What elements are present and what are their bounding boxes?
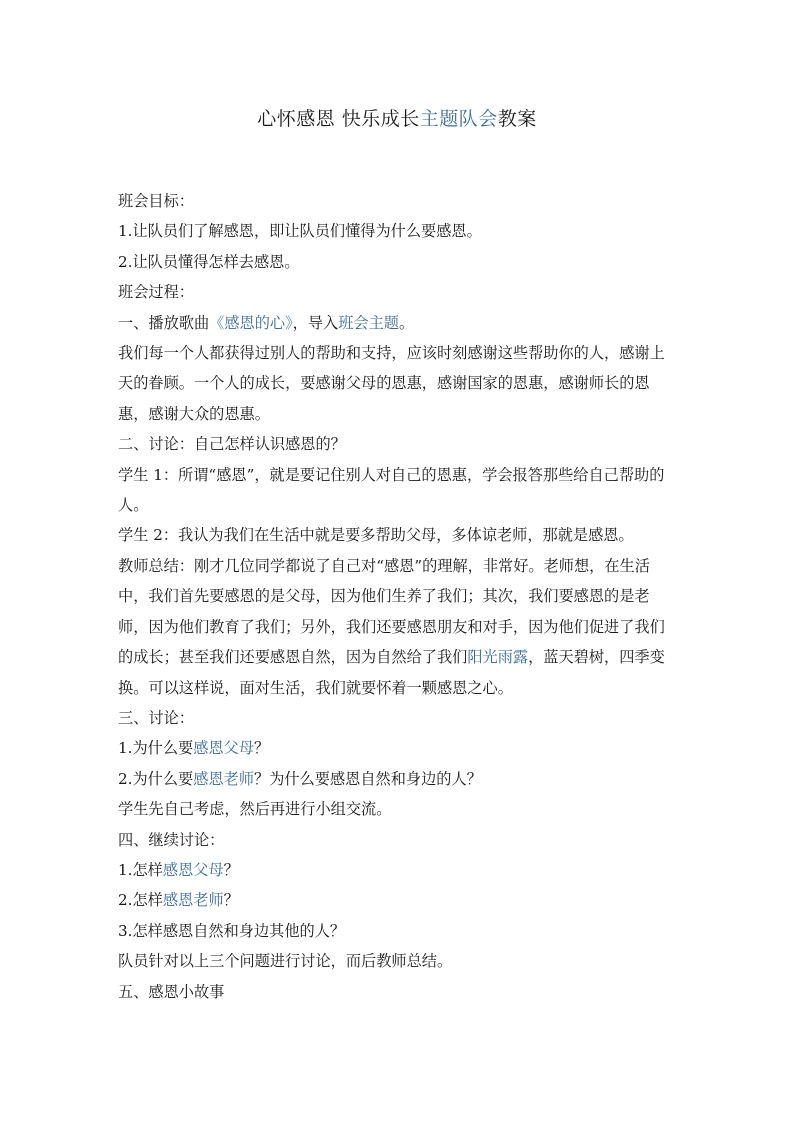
question-2 <box>118 764 678 794</box>
title-link-theme-meeting[interactable]: 主题队会 <box>419 108 498 130</box>
link-sunshine-rain[interactable]: 阳光雨露 <box>467 648 529 667</box>
link-thank-teachers[interactable]: 感恩老师 <box>193 769 254 788</box>
student-1-answer: 学生 1：所谓“感恩”，就是要记住别人对自己的恩惠，学会报答那些给自己帮助的人。 <box>118 465 665 515</box>
follow-up-1-text-2: ？ <box>223 860 239 879</box>
link-thank-parents[interactable]: 感恩父母 <box>193 739 254 758</box>
step-5: 五、感恩小故事 <box>118 982 225 1001</box>
follow-up-2-text: 2.怎样 <box>118 891 163 910</box>
heading-class-process: 班会过程： <box>118 283 194 302</box>
student-2-answer: 学生 2：我认为我们在生活中就是要多帮助父母，多体谅老师，那就是感恩。 <box>118 526 634 545</box>
group-discussion-note: 学生先自己考虑，然后再进行小组交流。 <box>118 800 392 819</box>
teacher-summary <box>118 551 678 703</box>
heading-class-goals: 班会目标： <box>118 192 194 210</box>
question-2-text-2: ？为什么要感恩自然和身边的人？ <box>254 769 482 788</box>
step-1-text-3: 。 <box>398 313 415 332</box>
document-body <box>118 186 678 1007</box>
discussion-summary-note: 队员针对以上三个问题进行讨论，而后教师总结。 <box>118 952 453 971</box>
follow-up-question-1 <box>118 855 678 885</box>
step-3: 三、讨论： <box>118 708 194 727</box>
follow-up-2-text-2: ？ <box>223 891 239 910</box>
goal-item-1: 1.让队员们了解感恩，即让队员们懂得为什么要感恩。 <box>118 222 482 241</box>
question-1-text-2: ？ <box>254 739 270 758</box>
title-main: 心怀感恩 快乐成长 <box>257 108 420 130</box>
step-2: 二、讨论：自己怎样认识感恩的？ <box>118 435 346 454</box>
link-song-title[interactable]: 《感恩的心》 <box>209 313 293 332</box>
link-class-theme[interactable]: 班会主题 <box>338 313 399 332</box>
follow-up-1-text: 1.怎样 <box>118 860 163 879</box>
question-2-text: 2.为什么要 <box>118 769 194 788</box>
page-title <box>0 104 794 131</box>
link-thank-teachers-2[interactable]: 感恩老师 <box>162 891 224 910</box>
step-4: 四、继续讨论： <box>118 830 225 849</box>
step-1 <box>118 308 678 338</box>
follow-up-question-2 <box>118 885 678 915</box>
step-1-text: 一、播放歌曲 <box>118 313 210 332</box>
question-1 <box>118 733 678 763</box>
link-thank-parents-2[interactable]: 感恩父母 <box>162 860 224 879</box>
teacher-summary-text-2: ，蓝天碧树，四季变换。可以这样说，面对生活，我们就要怀着一颗感恩之心。 <box>118 648 665 697</box>
teacher-summary-text: 教师总结：刚才几位同学都说了自己对“感恩”的理解，非常好。老师想，在生活中，我们首先要感恩的是父母，因为他们生养了我们；其次，我们要感恩的是老师，因为他们教育了我们；另外，我们还要感恩朋友和对手，因为他们促进了我们的成长；甚至我们还要感恩自然，因为自然给了我们 <box>118 556 665 667</box>
goal-item-2: 2.让队员懂得怎样去感恩。 <box>118 252 300 271</box>
paragraph-intro: 我们每一个人都获得过别人的帮助和支持，应该时刻感谢这些帮助你的人，感谢上天的眷顾。一个人的成长，要感谢父母的恩惠，感谢国家的恩惠，感谢师长的恩惠，感谢大众的恩惠。 <box>118 344 665 423</box>
question-1-text: 1.为什么要 <box>118 739 194 758</box>
step-1-text-2: ，导入 <box>292 313 339 332</box>
follow-up-question-3: 3.怎样感恩自然和身边其他的人？ <box>118 921 346 940</box>
title-suffix: 教案 <box>497 108 537 130</box>
